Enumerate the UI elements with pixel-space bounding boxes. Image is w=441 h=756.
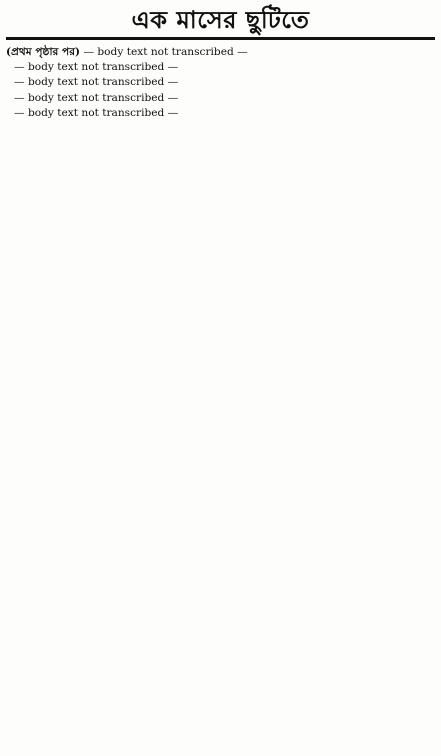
headline-rule (6, 37, 435, 40)
lead-tag: (প্রথম পৃষ্ঠার পর) (6, 46, 81, 58)
paragraph-3: — body text not transcribed — (14, 76, 179, 89)
headline: এক মাসের ছুটিতে (131, 6, 310, 34)
paragraph-4: — body text not transcribed — (14, 91, 179, 104)
paragraph-2: — body text not transcribed — (14, 61, 179, 74)
paragraph-1-text: — body text not transcribed — (83, 46, 248, 58)
paragraph-1 (6, 45, 435, 60)
headline-area (6, 4, 435, 37)
paragraph-5: — body text not transcribed — (14, 106, 179, 119)
article-body (6, 45, 435, 121)
